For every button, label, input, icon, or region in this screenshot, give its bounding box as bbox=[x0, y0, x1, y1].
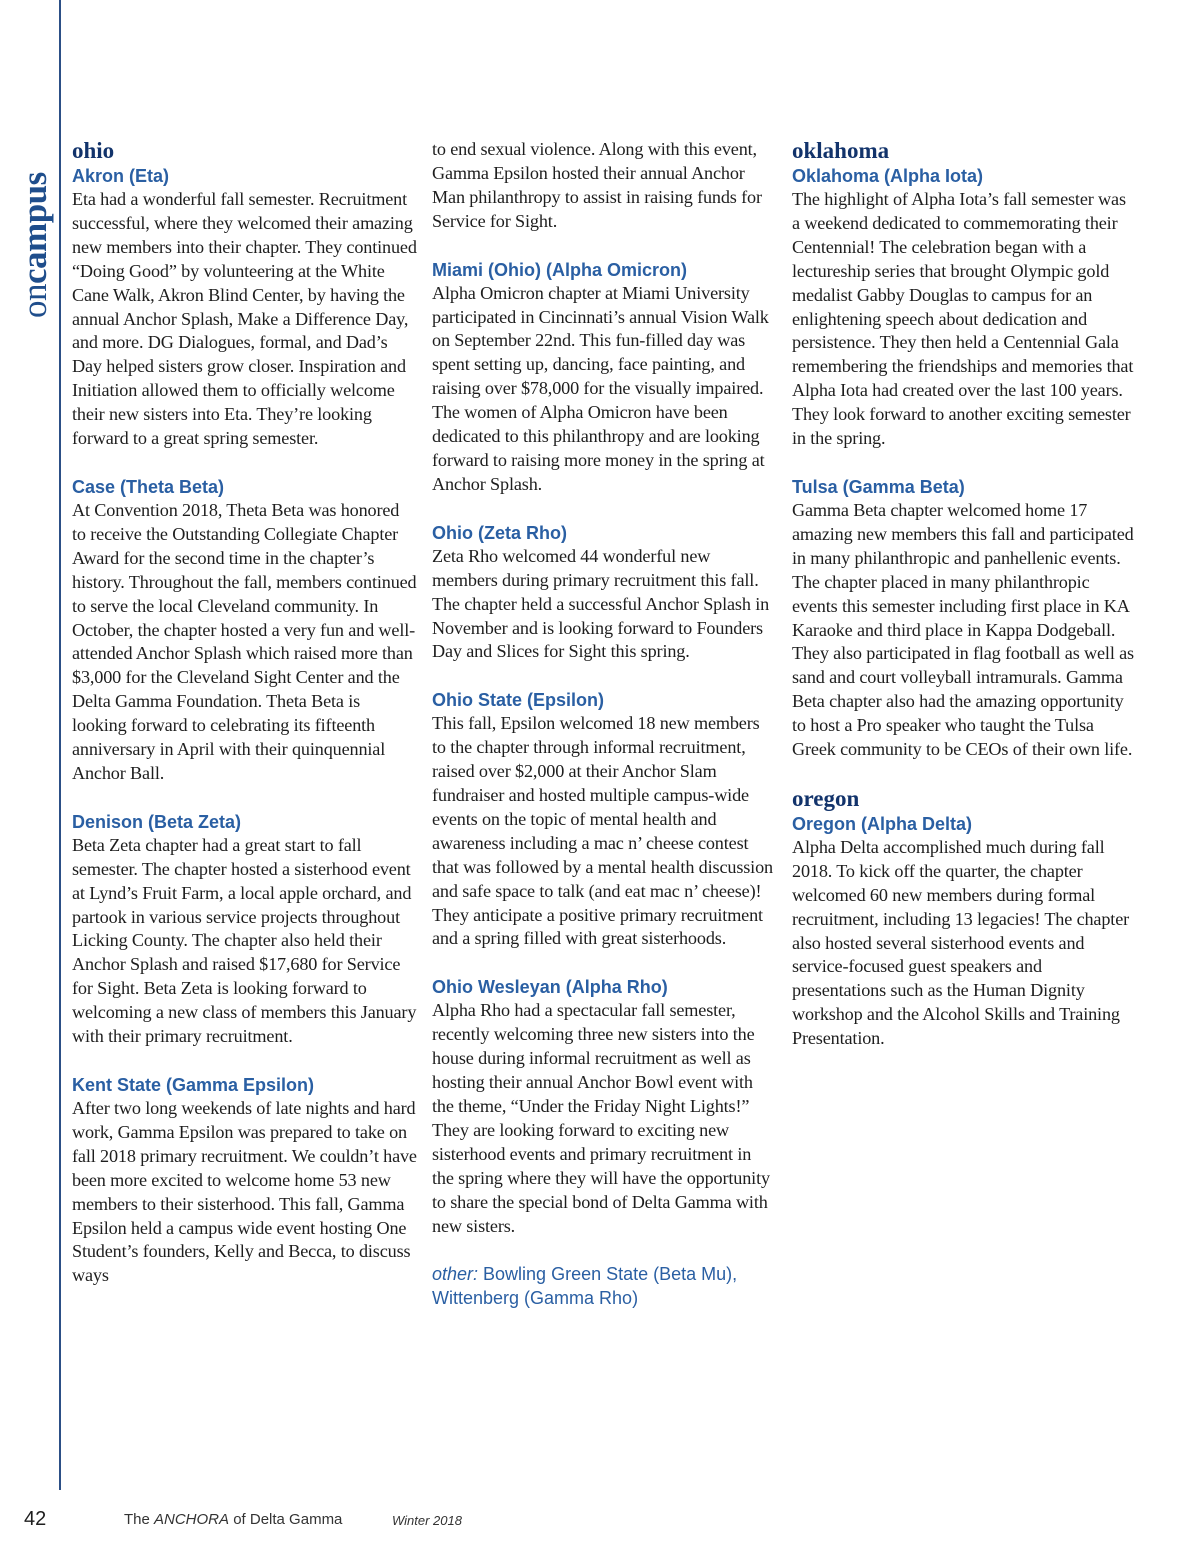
chapter-text: This fall, Epsilon welcomed 18 new members to the chapter through informal recruitment, raised over $2,000 at their Anchor Slam fundraiser and hosted multiple campus-wide events on the topic of mental health and awareness including a mac n’ cheese contest that was followed by a mental health discussion and safe space to talk (and eat mac n’ cheese)! They anticipate a positive primary recruitment and a spring filled with great sisterhoods. bbox=[432, 713, 773, 949]
chapter-text-continued: to end sexual violence. Along with this event, Gamma Epsilon hosted their annual Anchor Man philanthropy to assist in raising funds for Service for Sight. bbox=[432, 139, 762, 231]
chapter-heading: Ohio (Zeta Rho) bbox=[432, 522, 567, 543]
magazine-title: ANCHORA bbox=[154, 1511, 230, 1528]
chapter-heading: Kent State (Gamma Epsilon) bbox=[72, 1075, 315, 1095]
chapter-text: Beta Zeta chapter had a great start to fall semester. The chapter hosted a sisterhood event at Lynd’s Fruit Farm, a local apple orchard, and partook in various service projects throughout Licking County. The chapter also held their Anchor Splash and raised $17,680 for Service for Sight. Beta Zeta is looking forward to welcoming a new class of members this January with their primary recruitment. bbox=[72, 834, 417, 1047]
chapter-text: The highlight of Alpha Iota’s fall semester was a weekend dedicated to commemorating their Centennial! The celebration began with a lectureship series that brought Olympic gold medalist Gabby Douglas to campus for an enlightening speech about dedication and persistence. They then held a Centennial Gala remembering the friendships and memories that Alpha Iota had created over the last 100 years. They look forward to another exciting semester in the spring. bbox=[792, 189, 1134, 449]
chapter-heading: Tulsa (Gamma Beta) bbox=[792, 476, 965, 497]
other-label: other: bbox=[432, 1264, 479, 1285]
chapter-heading: Ohio Wesleyan (Alpha Rho) bbox=[432, 977, 668, 998]
chapter-text: After two long weekends of late nights and hard work, Gamma Epsilon was prepared to take on fall 2018 primary recruitment. We couldn’t have been more excited to welcome home 53 new members to their sisterhood. This fall, Gamma Epsilon held a campus wide event hosting One Student’s founders, Kelly and Becca, to discuss ways bbox=[72, 1098, 417, 1286]
chapter-heading: Oregon (Alpha Delta) bbox=[792, 813, 973, 834]
issue-date: Winter 2018 bbox=[392, 1513, 462, 1528]
chapter-text: At Convention 2018, Theta Beta was honored to receive the Outstanding Collegiate Chapter Award for the second time in the chapter’s history. Throughout the fall, members continued to serve the local Cleveland community. In October, the chapter hosted a very fun and well-attended Anchor Splash which raised more than $3,000 for the Cleveland Sight Center and the Delta Gamma Foundation. Theta Beta is looking forward to celebrating its fifteenth anniversary in April with their quinquennial Anchor Ball. bbox=[72, 499, 417, 783]
chapter-text: Gamma Beta chapter welcomed home 17 amazing new members this fall and participated in many philanthropic and panhellenic events. The chapter placed in many philanthropic events this semester including first place in KA Karaoke and third place in Kappa Dodgeball. They also participated in flag football as well as sand and court volleyball intramurals. Gamma Beta chapter also had the amazing opportunity to host a Pro speaker who taught the Tulsa Greek community to be CEOs of their own life. bbox=[792, 499, 1134, 760]
chapter-text: Zeta Rho welcomed 44 wonderful new members during primary recruitment this fall. The chapter held a successful Anchor Splash in November and is looking forward to Founders Day and Slices for Sight this spring. bbox=[432, 545, 770, 662]
column-1 bbox=[72, 138, 417, 1312]
magazine-name-post: of Delta Gamma bbox=[229, 1511, 343, 1528]
page-footer bbox=[0, 1508, 1200, 1538]
page-number: 42 bbox=[24, 1508, 47, 1530]
chapter-text: Eta had a wonderful fall semester. Recruitment successful, where they welcomed their amazing new members into their chapter. They continued “Doing Good” by volunteering at the White Cane Walk, Akron Blind Center, by having the annual Anchor Splash, Make a Difference Day, and more. DG Dialogues, formal, and Dad’s Day helped sisters grow closer. Inspiration and Initiation allowed them to officially welcome their new sisters into Eta. They’re looking forward to a great spring semester. bbox=[72, 189, 417, 449]
column-3 bbox=[792, 138, 1137, 1075]
chapter-heading: Oklahoma (Alpha Iota) bbox=[792, 166, 984, 186]
chapter-text: Alpha Delta accomplished much during fall 2018. To kick off the quarter, the chapter welcomed 60 new members during formal recruitment, including 13 legacies! The chapter also hosted several sisterhood events and service-focused guest speakers and presentations such as the Human Dignity workshop and the Alcohol Skills and Training Presentation. bbox=[792, 836, 1130, 1049]
other-chapters bbox=[432, 1262, 777, 1310]
column-2 bbox=[432, 138, 777, 1310]
state-heading-ohio: ohio bbox=[72, 138, 115, 163]
state-heading-oregon: oregon bbox=[792, 785, 860, 811]
chapter-heading: Miami (Ohio) (Alpha Omicron) bbox=[432, 259, 687, 280]
chapter-heading: Denison (Beta Zeta) bbox=[72, 811, 242, 832]
section-label bbox=[15, 118, 54, 318]
section-label-word: campus bbox=[15, 172, 54, 284]
chapter-heading: Ohio State (Epsilon) bbox=[432, 690, 605, 711]
chapter-heading: Case (Theta Beta) bbox=[72, 476, 225, 497]
chapter-text: Alpha Omicron chapter at Miami University participated in Cincinnati’s annual Vision Walk on September 22nd. This fun-filled day was spent setting up, dancing, face painting, and raising over $78,000 for the visually impaired. The women of Alpha Omicron have been dedicated to this philanthropy and are looking forward to raising more money in the spring at Anchor Splash. bbox=[432, 282, 769, 494]
chapter-text: Alpha Rho had a spectacular fall semester, recently welcoming three new sisters into the house during informal recruitment as well as hosting their annual Anchor Bowl event with the theme, “Under the Friday Night Lights!” They are looking forward to exciting new sisterhood events and primary recruitment in the spring where they will have the opportunity to share the special bond of Delta Gamma with new sisters. bbox=[432, 1000, 770, 1236]
vertical-rule bbox=[59, 0, 61, 1490]
magazine-name-pre: The bbox=[124, 1511, 155, 1528]
section-label-prefix: on bbox=[15, 284, 54, 318]
other-chapters-list: Bowling Green State (Beta Mu), Wittenberg (Gamma Rho) bbox=[432, 1264, 738, 1309]
magazine-name bbox=[124, 1511, 342, 1528]
chapter-heading: Akron (Eta) bbox=[72, 166, 170, 186]
state-heading-oklahoma: oklahoma bbox=[792, 138, 890, 163]
